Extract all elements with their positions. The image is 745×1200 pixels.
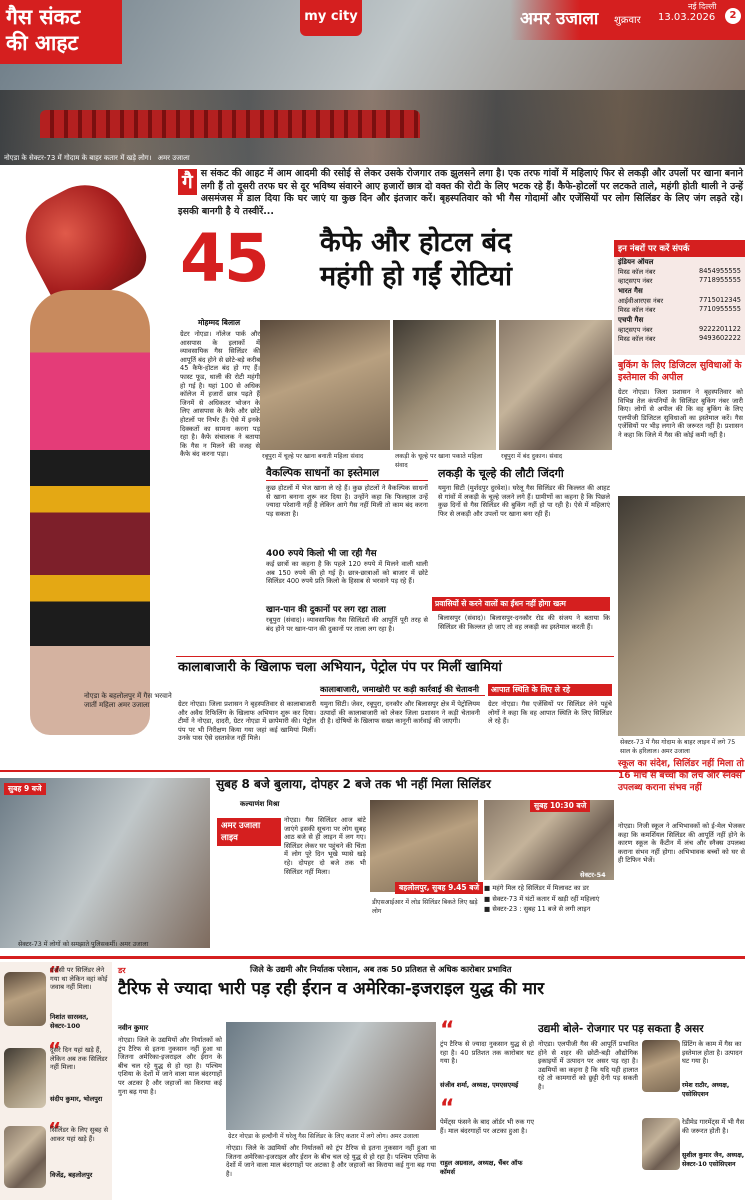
helpline-group-2 bbox=[614, 315, 745, 344]
alt-fuel-body: कुछ होटलों में भेज खाना ले रहे हैं। कुछ होटलों ने वैकल्पिक साधनों से खाना बनाना शुरू कर दिया है। उन्होंने कहा कि फिलहाल उन्हें ज्यादा परेशानी नहीं है लेकिन आगे गैस नहीं मिली तो काम बंद करना पड़ सकता है। bbox=[266, 484, 428, 518]
quote-mark-icon: “ bbox=[48, 1118, 62, 1142]
queue-caption-2: डीएसआईआर में लोड सिलिंडर बिकते लिए खड़े लोग bbox=[372, 899, 478, 915]
queue-time-1: सुबह 9 बजे bbox=[4, 783, 46, 795]
lead-caption-2-text: लकड़ी के चूल्हे पर खाना पकाते महिला bbox=[395, 453, 483, 460]
alt-fuel-subheading: 400 रुपये किलो भी जा रही गैस bbox=[266, 549, 377, 559]
tariff-photo-caption bbox=[228, 1132, 438, 1141]
divider bbox=[176, 656, 614, 657]
tariff-body: नोएडा। जिले के उद्यमियों और निर्यातकों को ट्रंप टैरिफ से इतना नुकसान नहीं हुआ था जितना अमेरिका-इजराइल और ईरान के बीच चल रहे युद्ध से हो रहा है। पश्चिम एशिया के देशों में जाने वाला माल बंदरगाहों पर अटका है और जहाजों का किराया कई गुना बढ़ गया है। bbox=[118, 1036, 222, 1096]
woman-caption-credit: अमर उजाला bbox=[117, 701, 150, 709]
tariff-body-cont: नोएडा। जिले के उद्यमियों और निर्यातकों को ट्रंप टैरिफ से इतना नुकसान नहीं हुआ था जितना अमेरिका-इजराइल और ईरान के बीच चल रहे युद्ध से हो रहा है। पश्चिम एशिया के देशों में जाने वाला माल बंदरगाहों पर अटका है और जहाजों का किराया कई गुना बढ़ गया है। bbox=[226, 1144, 436, 1178]
digital-caption-credit: अमर उजाला bbox=[661, 748, 690, 755]
tariff-quote-by: राहुल अग्रवाल, अध्यक्ष, चैंबर ऑफ कॉमर्स bbox=[440, 1159, 523, 1176]
queue-list-text: महंगे मिल रहे सिलिंडर में मिलावट का डर bbox=[492, 884, 589, 892]
queue-list-item: ■ सेक्टर-23 : सुबह 11 बजे से लगी लाइन bbox=[484, 905, 591, 914]
digital-body: ग्रेटर नोएडा। जिला प्रशासन ने बृहस्पतिवार को विभिन्न तेल कंपनियों के सिलिंडर बुकिंग नंबर जारी किए। लोगों से अपील की कि वह बुकिंग के लिए एलपीजी डिजिटल सुविधाओं का इस्तेमाल करें। गैस एजेंसियों पर भीड़ लगाने की जरूरत नहीं है। प्रशासन ने कहा कि जिले में गैस की कोई कमी नहीं है। bbox=[618, 388, 743, 439]
tariff-headline: टैरिफ से ज्यादा भारी पड़ रही ईरान व अमेरिका-इजराइल युद्ध की मार bbox=[118, 979, 545, 999]
udyami-quote-by: रमेश राठौर, अध्यक्ष, एसोसिएशन bbox=[682, 1082, 730, 1098]
queue-caption-1-credit: अमर उजाला bbox=[119, 941, 149, 948]
queue-caption-1 bbox=[18, 940, 208, 949]
queue-photo-3 bbox=[484, 800, 614, 880]
helpline-row-number[interactable]: 7710955555 bbox=[699, 305, 741, 313]
lead-photo-caption-3 bbox=[501, 452, 611, 461]
top-caption bbox=[4, 154, 190, 163]
queue-heading: सुबह 8 बजे बुलाया, दोपहर 2 बजे तक भी नहीं मिला सिलिंडर bbox=[216, 777, 491, 791]
quote-mark-icon: “ bbox=[48, 1038, 62, 1062]
digital-photo bbox=[618, 496, 745, 736]
intro-drop-cap: गै bbox=[178, 169, 197, 195]
helpline-row-number[interactable]: 9493602222 bbox=[699, 334, 741, 342]
helpline-row-number[interactable]: 8454955555 bbox=[699, 267, 741, 275]
queue-photo-1 bbox=[0, 778, 210, 948]
lead-photo-2 bbox=[393, 320, 496, 450]
queue-caption-1-text: सेक्टर-73 में लोगों को समझाते पुलिसकर्मी। bbox=[18, 941, 118, 948]
sidebar-quote-by: विजेंद्र, बहलोलपुर bbox=[50, 1171, 93, 1179]
helpline-row-label: व्हाट्सएप नंबर bbox=[618, 277, 653, 285]
avatar bbox=[4, 1048, 46, 1108]
tariff-caption-text: ग्रेटर नोएडा के हल्दौनी में घरेलू गैस सिलिंडर के लिए कतार में लगे लोग। bbox=[228, 1133, 389, 1140]
helpline-row bbox=[618, 276, 741, 285]
top-caption-credit: अमर उजाला bbox=[157, 154, 190, 162]
masthead-bar bbox=[510, 0, 745, 40]
avatar bbox=[642, 1118, 680, 1170]
queue-list-item: ■ सेक्टर-73 में घंटों कतार में खड़ी रहीं महिलाएं bbox=[484, 894, 600, 903]
alt-fuel-subbody-2: रबूपुरा (संवाद)। व्यावसायिक गैस सिलिंडरों की आपूर्ति पूरी तरह से बंद होने पर खान-पान की दुकानों पर ताला लग रहा है। bbox=[266, 616, 428, 633]
sidebar-quotes bbox=[0, 962, 112, 1200]
sidebar-quote-by: संदीप कुमार, भोलपुरा bbox=[50, 1095, 103, 1103]
queue-caption-3: सेक्टर-54 bbox=[580, 871, 606, 879]
helpline-row-number[interactable]: 9222201122 bbox=[699, 325, 741, 333]
udyami-body: नोएडा। एलपीजी गैस की आपूर्ति प्रभावित होने से शहर की छोटी-बड़ी औद्योगिक इकाइयों में उत्पादन पर असर पड़ रहा है। उद्यमियों का कहना है कि यदि यही हालात रहे तो कामगारों को छुट्टी देनी पड़ सकती है। bbox=[538, 1040, 638, 1091]
school-heading: स्कूल का संदेश, सिलिंडर नहीं मिला तो 16 मार्च से बच्चों को लंच और स्नैक्स उपलब्ध कराना संभव नहीं bbox=[618, 759, 745, 793]
date: 13.03.2026 bbox=[658, 12, 716, 23]
school-body: नोएडा। निजी स्कूल ने अभिभावकों को ई-मेल भेजकर कहा कि कमर्शियल सिलिंडर की आपूर्ति नहीं होने के कारण स्कूल के कैंटीन में लंच और स्नैक्स उपलब्ध कराना संभव नहीं होगा। अभिभावक बच्चों को घर से ही टिफिन भेजें। bbox=[618, 822, 745, 865]
lead-caption-2-credit: संवाद bbox=[395, 462, 408, 469]
black-market-heading: कालाबाजारी के खिलाफ चला अभियान, पेट्रोल पंप पर मिलीं खामियां bbox=[178, 660, 502, 675]
helpline-group-name: एचपी गैस bbox=[618, 316, 644, 324]
queue-list bbox=[484, 884, 614, 914]
queue-byline: कल्याणंश मिश्रा bbox=[240, 800, 280, 808]
lead-byline: मोहम्मद बिलाल bbox=[198, 318, 241, 327]
avatar bbox=[4, 972, 46, 1026]
section-title: गैस संकट की आहट bbox=[0, 0, 122, 64]
digital-heading: बुकिंग के लिए डिजिटल सुविधाओं के इस्तेमाल की अपील bbox=[618, 360, 742, 383]
lead-headline-2: महंगी हो गईं रोटियां bbox=[320, 261, 512, 292]
intro-text: स संकट की आहट में आम आदमी की रसोई से लेकर उसके रोजगार तक झुलसने लगा है। एक तरफ गांवों में महिलाएं फिर से लकड़ी और उपलों पर खाना बनाने लगी हैं तो दूसरी तरफ घर से दूर भविष्य संवारने आए हजारों छात्र दो वक्त की रोटी के लिए भटक रहे हैं। कैफे-होटलों पर लटकते ताले, महंगी होती थाली ने उन्हें असमंजस में डाल दिया कि घर जाएं या कुछ दिन और इंतजार करें। बृहस्पतिवार को भी गैस गोदामों और एजेंसियों पर लोग सिलिंडर के लिए जंग लड़ते रहे। इसकी बानगी है ये तस्वीरें... bbox=[178, 168, 743, 217]
sidebar-quote-text: सिलिंडर के लिए सुबह से आकर यहां खड़े हैं। bbox=[50, 1126, 109, 1143]
helpline-row bbox=[618, 305, 741, 314]
udyami-quote-text: रेडीमेड गारमेंट्स में भी गैस की जरूरत होती है। bbox=[682, 1118, 745, 1135]
helpline-heading: इन नंबरों पर करें संपर्क bbox=[614, 240, 745, 257]
queue-photo-2 bbox=[370, 800, 478, 892]
city-logo bbox=[300, 0, 362, 36]
helpline-row-number[interactable]: 7718955555 bbox=[699, 276, 741, 284]
divider bbox=[0, 956, 745, 959]
helpline-row bbox=[618, 325, 741, 334]
digital-caption-text: सेक्टर-73 में गैस गोदाम के बाहर लाइन में लगे 75 साल के हरिलाल। bbox=[620, 739, 736, 755]
udyami-quote-1 bbox=[642, 1040, 745, 1098]
helpline-row-label: मिस्ड कॉल नंबर bbox=[618, 268, 656, 276]
quote-mark-icon: “ bbox=[440, 1018, 455, 1043]
day: शुक्रवार bbox=[614, 15, 641, 26]
helpline-row bbox=[618, 296, 741, 305]
helpline-group-name: इंडियन ऑयल bbox=[618, 258, 654, 266]
edition: नई दिल्ली bbox=[688, 2, 717, 11]
lead-caption-1-text: रबूपुरा में चूल्हे पर खाना बनाती महिला bbox=[262, 453, 349, 460]
action-body: यमुना सिटी। जेवर, रबूपुरा, दनकौर और बिलासपुर क्षेत्र में पेट्रोलियम उत्पादों की कालाबाजारी को लेकर जिला प्रशासन ने कड़ी चेतावनी दी है। दोषियों के खिलाफ सख्त कानूनी कार्रवाई की जाएगी। bbox=[320, 700, 480, 726]
helpline-row bbox=[618, 334, 741, 343]
helpline-row-label: आईवीआरएस नंबर bbox=[618, 297, 664, 305]
woman-caption-text: नोएडा के बहलोलपुर में गैस भरवाने जातीं महिला bbox=[84, 692, 172, 709]
helpline-box bbox=[614, 240, 745, 355]
queue-list-text: सेक्टर-73 में घंटों कतार में खड़ी रहीं महिलाएं bbox=[492, 894, 600, 903]
digital-photo-caption bbox=[620, 738, 744, 756]
lead-number: 45 bbox=[180, 220, 268, 297]
tariff-sub: जिले के उद्यमी और निर्यातक परेशान, अब तक 50 प्रतिशत से अधिक कारोबार प्रभावित bbox=[250, 964, 512, 974]
lead-photo-3 bbox=[499, 320, 612, 450]
udyami-quote-text: प्रिंटिंग के काम में गैस का इस्तेमाल होता है। उत्पादन घट गया है। bbox=[682, 1040, 743, 1066]
emergency-heading: आपात स्थिति के लिए ले रहे bbox=[488, 684, 612, 696]
udyami-heading: उद्यमी बोले- रोजगार पर पड़ सकता है असर bbox=[538, 1023, 704, 1035]
action-heading: कालाबाजारी, जमाखोरी पर कड़ी कार्रवाई की चेतावनी bbox=[320, 684, 485, 696]
city-brand: my city bbox=[304, 9, 358, 24]
lead-caption-1-credit: संवाद bbox=[350, 453, 364, 460]
helpline-row-number[interactable]: 7715012345 bbox=[699, 296, 741, 304]
avatar bbox=[642, 1040, 680, 1092]
page-number: 2 bbox=[725, 8, 741, 24]
sidebar-quote-text: एजेंसी पर सिलिंडर लेने गया था लेकिन वहां कोई जवाब नहीं मिला। bbox=[50, 966, 108, 992]
chulha-heading: लकड़ी के चूल्हे की लौटी जिंदगी bbox=[438, 467, 564, 480]
tariff-quote-text: ट्रंप टैरिफ से ज्यादा नुकसान युद्ध से हो रहा है। 40 प्रतिशत तक कारोबार घट गया है। bbox=[440, 1040, 534, 1066]
queue-body: नोएडा। गैस सिलिंडर आज बांटे जाएंगे इसकी सूचना पर लोग सुबह आठ बजे से ही लाइन में लग गए। सिलिंडर लेकर घर पहुंचने की चिंता में लोग पूरे दिन भूखे प्यासे खड़े रहे। दोपहर दो बजे तक भी सिलिंडर नहीं मिला। bbox=[284, 816, 366, 876]
helpline-group-1 bbox=[614, 286, 745, 315]
chulha-body: यमुना सिटी (मुर्शदपुर दुरवेश)। घरेलू गैस सिलिंडर की किल्लत की आहट से गांवों में लकड़ी के चूल्हे जलने लगे हैं। ग्रामीणों का कहना है कि पिछले कुछ दिनों से गैस सिलिंडर की बुकिंग नहीं हो पा रही है। ऐसे में महिलाएं फिर से लकड़ी और उपलों पर खाना बना रही हैं। bbox=[438, 484, 610, 518]
black-market-body: ग्रेटर नोएडा। जिला प्रशासन ने बृहस्पतिवार से कालाबाजारी और अवैध रिफिलिंग के खिलाफ अभियान शुरू कर दिया। टीमों ने नोएडा, दादरी, ग्रेटर नोएडा में छापेमारी की। पेट्रोल पंप पर भी निरीक्षण किया गया जहां कई खामियां मिलीं। उनके पास ऐसे दस्तावेज नहीं मिले। bbox=[178, 700, 316, 743]
paper-name: अमर उजाला bbox=[520, 9, 599, 29]
tariff-photo bbox=[226, 1022, 436, 1130]
woman-photo-caption bbox=[84, 692, 174, 710]
tariff-quote-by: संजीव शर्मा, अध्यक्ष, एमएसएमई bbox=[440, 1081, 519, 1089]
tariff-quote-2 bbox=[440, 1096, 534, 1176]
lead-body: ग्रेटर नोएडा। नॉलेज पार्क और आसपास के इलाकों में व्यावसायिक गैस सिलिंडर की आपूर्ति बंद होने से छोटे-बड़े करीब 45 कैफे-होटल बंद हो गए हैं। फास्ट फूड, थाली की रोटी महंगी हो गई है। यहां 100 से अधिक कॉलेज में हजारों छात्र पढ़ते हैं जिनमें से अधिकतर भोजन के लिए आसपास के कैफे और छोटे होटलों पर निर्भर हैं। ऐसे में इनके दिक्कतों का सामना करना पड़ रहा है। कैफे संचालक ने बताया कि गैस न मिलने की वजह से कैफे बंद करना पड़ा। bbox=[180, 330, 260, 459]
helpline-row-label: व्हाट्सएप नंबर bbox=[618, 326, 653, 334]
sidebar-quote-2 bbox=[0, 1118, 112, 1200]
lead-photo-caption-1 bbox=[262, 452, 390, 461]
sidebar-quote-by: निशांत सारस्वत, सेक्टर-100 bbox=[50, 1013, 89, 1030]
quote-mark-icon: “ bbox=[440, 1096, 455, 1121]
chulha-subbody: बिलासपुर (संवाद)। बिलासपुर-दनकौर रोड की संजय ने बताया कि सिलिंडर की किल्लत हो जाए तो वह लकड़ी का इस्तेमाल करती हैं। bbox=[438, 614, 610, 631]
helpline-group-0 bbox=[614, 257, 745, 286]
tariff-byline: नवीन कुमार bbox=[118, 1024, 149, 1032]
queue-list-text: सेक्टर-23 : सुबह 11 बजे से लगी लाइन bbox=[492, 905, 591, 914]
tariff-quote-text: पेमेंट्स फंसने के बाद ऑर्डर भी रुक गए हैं। माल बंदरगाहों पर अटका हुआ है। bbox=[440, 1118, 534, 1135]
queue-time-3: बहलोलपुर, सुबह 9.45 बजे bbox=[395, 882, 483, 894]
intro bbox=[178, 168, 743, 220]
avatar bbox=[4, 1126, 46, 1188]
tariff-caption-credit: अमर उजाला bbox=[390, 1133, 419, 1140]
sidebar-quote-1 bbox=[0, 1038, 112, 1120]
alt-fuel-heading: वैकल्पिक साधनों का इस्तेमाल bbox=[266, 466, 428, 481]
top-caption-text: नोएडा के सेक्टर-73 में गोदाम के बाहर कतार में खड़े लोग। bbox=[4, 154, 152, 162]
udyami-quote-2 bbox=[642, 1118, 745, 1168]
lead-caption-3-credit: संवाद bbox=[549, 453, 563, 460]
tariff-quote-1 bbox=[440, 1018, 534, 1089]
quote-mark-icon: “ bbox=[48, 962, 62, 986]
alt-fuel-subheading-2: खान-पान की दुकानों पर लग रहा ताला bbox=[266, 605, 386, 615]
woman-photo bbox=[0, 170, 175, 762]
udyami-quote-by: सुशील कुमार जैन, अध्यक्ष, सेक्टर-10 एसोसिएशन bbox=[682, 1152, 745, 1168]
cylinder-row bbox=[40, 110, 420, 138]
sidebar-quote-0 bbox=[0, 962, 112, 1040]
helpline-row bbox=[618, 267, 741, 276]
woman-figure bbox=[30, 290, 150, 735]
lead-headline-1: कैफे और होटल बंद bbox=[320, 227, 512, 258]
helpline-group-name: भारत गैस bbox=[618, 287, 643, 295]
queue-time-2: सुबह 10:30 बजे bbox=[530, 800, 590, 812]
chulha-subheading: प्रवासियों से करने वालों का ईंधन नहीं होगा खत्म bbox=[432, 597, 610, 611]
queue-list-item: ■ महंगे मिल रहे सिलिंडर में मिलावट का डर bbox=[484, 884, 589, 892]
live-badge: अमर उजाला लाइव bbox=[217, 818, 281, 846]
tariff-kicker: डर bbox=[118, 966, 126, 975]
lead-photo-1 bbox=[260, 320, 390, 450]
helpline-row-label: मिस्ड कॉल नंबर bbox=[618, 306, 656, 314]
helpline-row-label: मिस्ड कॉल नंबर bbox=[618, 335, 656, 343]
sidebar-quote-text: दूसरे दिन यहां खड़े हैं, लेकिन अब तक सिलिंडर नहीं मिला। bbox=[50, 1046, 108, 1072]
emergency-body: ग्रेटर नोएडा। गैस एजेंसियों पर सिलिंडर लेने पहुंचे लोगों ने कहा कि वह आपात स्थिति के लिए सिलिंडर ले रहे हैं। bbox=[488, 700, 612, 726]
alt-fuel-subbody: कई छात्रों का कहना है कि पहले 120 रुपये में मिलने वाली थाली अब 150 रुपये की हो गई है। छात्र-छात्राओं को बाजार में छोटे सिलिंडर 400 रुपये प्रति किलो के हिसाब से भरवाने पड़ रहे हैं। bbox=[266, 560, 428, 586]
lead-caption-3-text: रबूपुरा में बंद दुकान। bbox=[501, 453, 548, 460]
